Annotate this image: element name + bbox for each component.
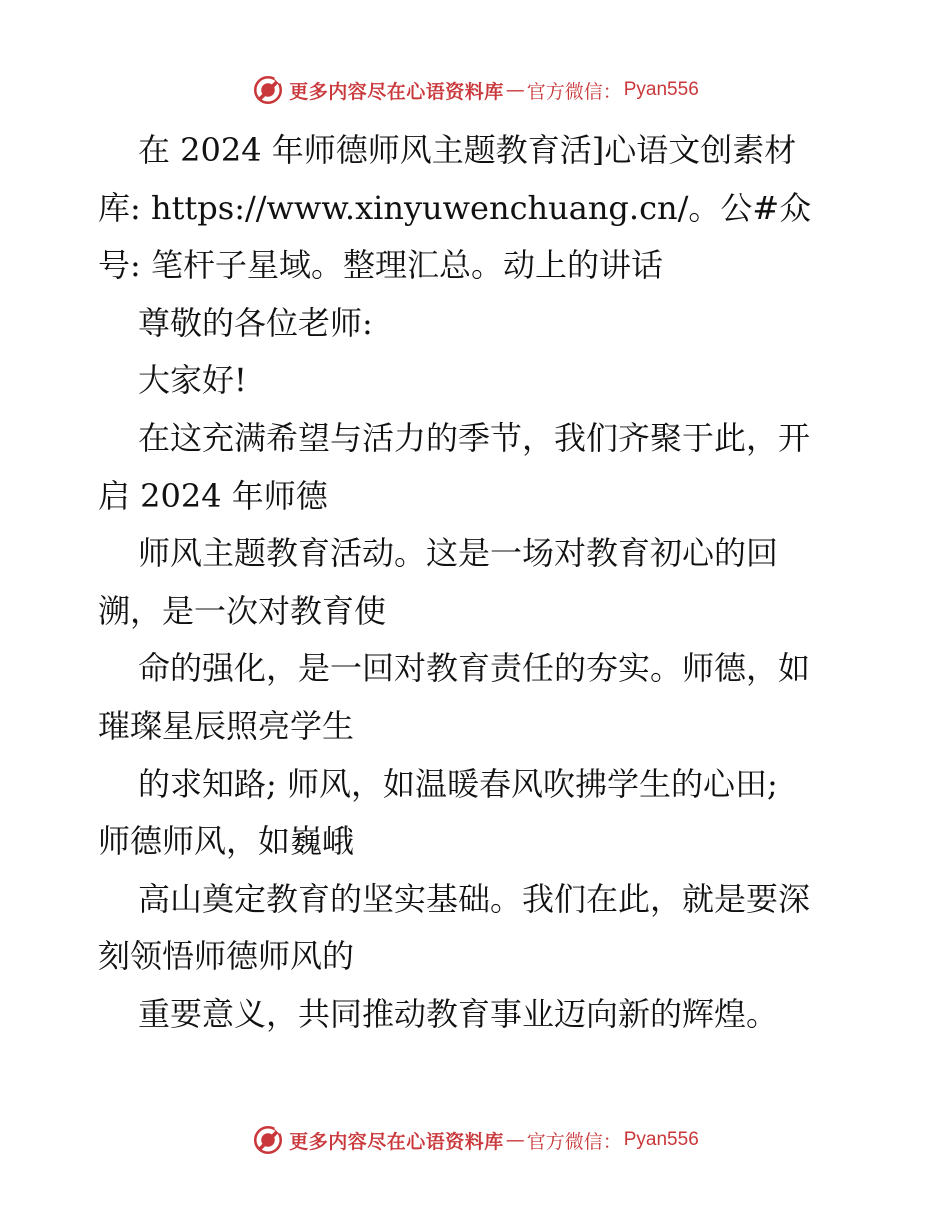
text-line: 在 2024 年师德师风主题教育活]心语文创素材 — [138, 131, 797, 169]
text-line: 师风主题教育活动。这是一场对教育初心的回 — [138, 534, 779, 573]
text-line: 师德师风，如巍峨 — [98, 822, 355, 861]
banner-main-text: 更多内容尽在心语资料库 — [289, 1130, 504, 1153]
banner-dash: — — [505, 79, 525, 101]
text-line: 库: https://www.xinyuwenchuang.cn/。公#众 — [98, 188, 812, 227]
text-line: 刻领悟师德师风的 — [98, 937, 355, 976]
text-line: 溯，是一次对教育使 — [98, 591, 387, 630]
banner-wechat-id: Pyan556 — [623, 1129, 699, 1150]
text-line: 命的强化，是一回对教育责任的夯实。师德，如 — [138, 649, 811, 688]
header-watermark-banner — [0, 70, 950, 110]
document-body — [98, 122, 878, 1044]
text-line: 的求知路; 师风，如温暖春风吹拂学生的心田; — [138, 764, 778, 803]
footer-watermark-banner — [0, 1120, 950, 1160]
text-line: 启 2024 年师德 — [98, 476, 328, 515]
banner-main-text: 更多内容尽在心语资料库 — [289, 80, 504, 103]
greeting: 大家好! — [138, 361, 247, 400]
banner-dash: — — [505, 1129, 525, 1151]
text-line: 号: 笔杆子星域。整理汇总。动上的讲话 — [98, 246, 663, 285]
pen-nib-logo-icon — [251, 73, 285, 107]
banner-sub-text: 官方微信： — [526, 1130, 622, 1153]
banner-sub-text: 官方微信： — [526, 80, 622, 103]
text-line: 高山奠定教育的坚实基础。我们在此，就是要深 — [138, 879, 811, 918]
text-line: 璀璨星辰照亮学生 — [98, 706, 355, 745]
pen-nib-logo-icon — [251, 1123, 285, 1157]
salutation: 尊敬的各位老师: — [138, 303, 373, 342]
banner-wechat-id: Pyan556 — [623, 79, 699, 100]
text-line: 在这充满希望与活力的季节，我们齐聚于此，开 — [138, 418, 811, 457]
text-line: 重要意义，共同推动教育事业迈向新的辉煌。 — [138, 994, 779, 1033]
